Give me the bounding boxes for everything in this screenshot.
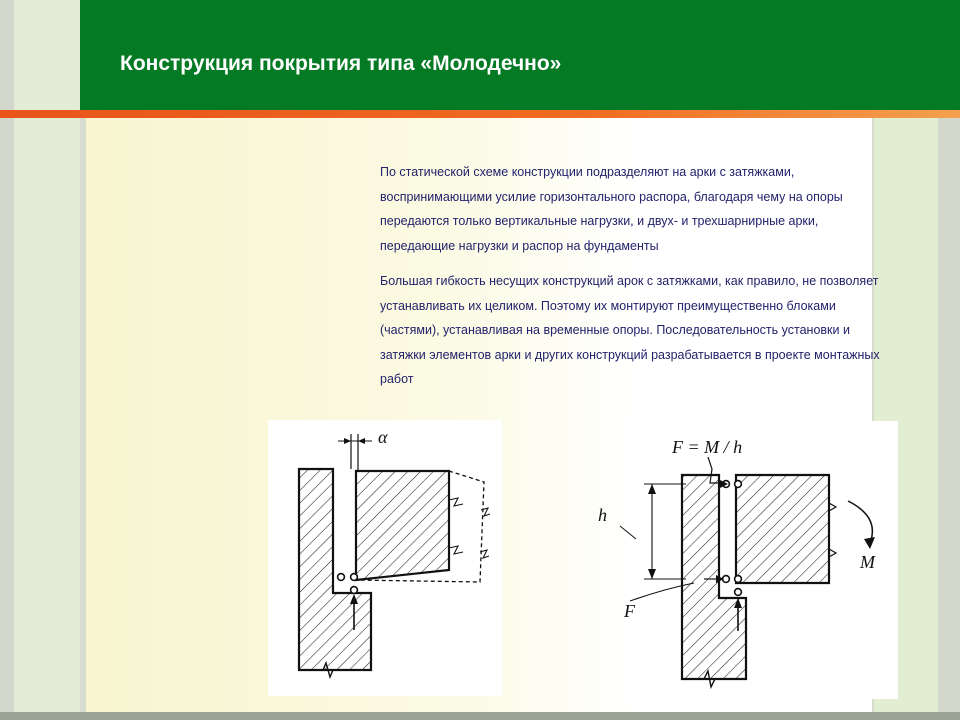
alpha-label: α [378,427,388,447]
hinge-icon [735,576,742,583]
force-formula-label: F = M / h [672,437,743,457]
left-light-stripe [14,0,80,720]
arch-segment-block [736,475,829,583]
moment-arrow-icon [864,537,875,549]
hinge-icon [735,481,742,488]
body-text [380,160,880,403]
figure-force-couple-right [598,421,898,699]
accent-bar [0,110,960,118]
hinge-icon [338,574,345,581]
arch-segment-block [356,471,449,580]
m-label: M [860,552,875,572]
paragraph-1: По статической схеме конструкции подразделяют на арки с затяжками, воспринимающими усилие горизонтального распора, благодаря чему на опоры передаются только вертикальные нагрузки, и двух- и трехшарнирные арки, передающие нагрузки и распор на фундаменты [380,165,843,253]
hinge-icon [351,587,358,594]
slide-header [80,0,960,110]
hinge-icon [351,574,358,581]
left-border-stripe [0,0,14,720]
paragraph-2: Большая гибкость несущих конструкций арок с затяжками, как правило, не позволяет устанавливать их целиком. Поэтому их монтируют преимущественно блоками (частями), устанавливая на временные опоры. Последовательность установки и затяжки элементов арки и других конструкций разрабатывается в проекте монтажных работ [380,274,880,386]
slide-title: Конструкция покрытия типа «Молодечно» [120,52,562,75]
bottom-bar [0,712,960,720]
h-label: h [598,505,607,525]
f-label: F [624,601,635,621]
figure-hinge-joint-left [268,420,502,696]
hinge-icon [735,589,742,596]
force-couple-drawing [598,421,898,699]
hinge-joint-drawing [268,420,502,696]
